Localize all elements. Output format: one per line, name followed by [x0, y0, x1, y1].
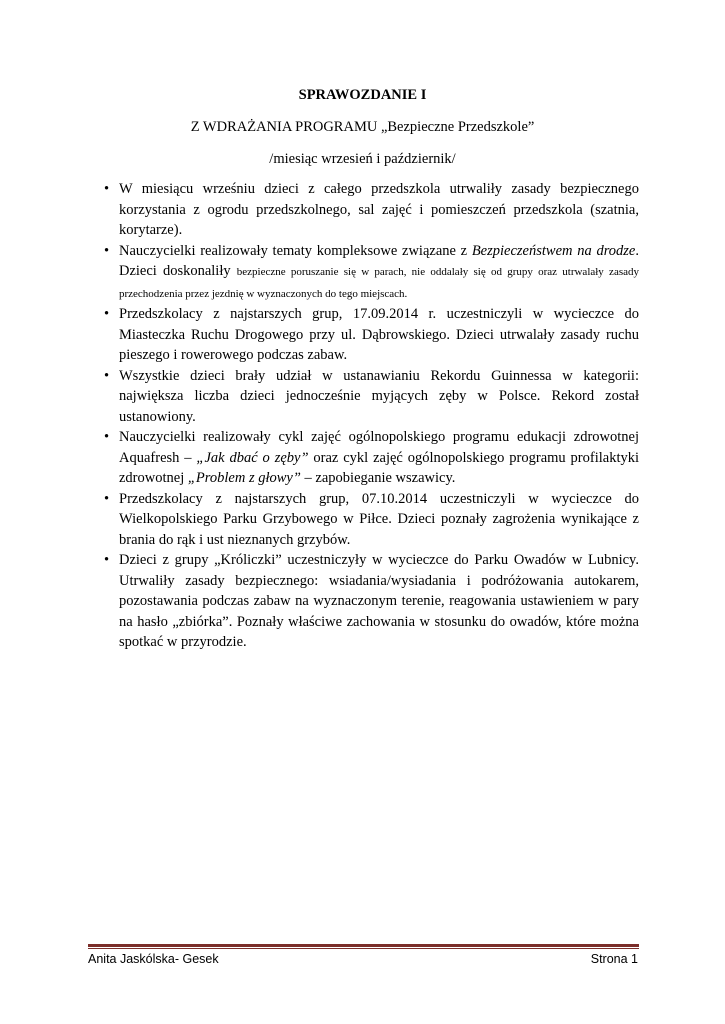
item-text: . Dzieci doskonaliły [119, 242, 639, 279]
item-text: – zapobieganie wszawicy. [300, 470, 456, 486]
item-emphasis: „Problem z głowy” [187, 470, 301, 486]
list-item [99, 304, 639, 366]
item-text-small: bezpieczne poruszanie się w parach, nie oddalały się od grupy oraz utrwalały zasady przechodzenia przez jezdnię w wyznaczonych do tego miejscach. [119, 266, 639, 300]
list-item [99, 489, 639, 551]
list-item [99, 179, 639, 241]
item-emphasis: Bezpieczeństwem na drodze [471, 242, 636, 259]
footer-divider [88, 944, 639, 947]
document-period: /miesiąc wrzesień i październik/ [269, 151, 456, 167]
item-text: W miesiącu wrześniu dzieci z całego przedszkola utrwaliły zasady bezpiecznego korzystania z ogrodu przedszkolnego, sal zajęć i pomieszczeń przedszkola (szatnia, korytarze). [119, 181, 639, 238]
item-emphasis: „Jak dbać o zęby” [196, 449, 309, 466]
list-item [99, 241, 639, 305]
report-list [99, 179, 639, 653]
item-text: Nauczycielki realizowały cykl zajęć ogólnopolskiego programu edukacji zdrowotnej Aquafresh – [119, 429, 639, 466]
item-text: oraz cykl zajęć ogólnopolskiego programu profilaktyki zdrowotnej [119, 449, 640, 486]
item-text: Przedszkolacy z najstarszych grup, 07.10.2014 uczestniczyli w wycieczce do Wielkopolskiego Parku Grzybowego w Piłce. Dzieci poznały zagrożenia wynikające z brania do rąk i ust nieznanych grzybów. [119, 490, 639, 548]
document-title: SPRAWOZDANIE I [298, 87, 427, 103]
document-subtitle: Z WDRAŻANIA PROGRAMU „Bezpieczne Przedszkole” [190, 119, 535, 135]
footer-author: Anita Jaskólska- Gesek [88, 952, 219, 966]
footer-page-number: Strona 1 [590, 952, 638, 966]
list-item [99, 427, 639, 489]
item-text: Wszystkie dzieci brały udział w ustanawianiu Rekordu Guinnessa w kategorii: największa liczba dzieci jednocześnie myjących zęby w Polsce. Rekord został ustanowiony. [119, 367, 639, 425]
list-item [99, 550, 639, 653]
item-text: Nauczycielki realizowały tematy kompleksowe związane z [119, 242, 472, 259]
item-text: Przedszkolacy z najstarszych grup, 17.09.2014 r. uczestniczyli w wycieczce do Miasteczka Ruchu Drogowego przy ul. Dąbrowskiego. Dzieci utrwalały zasady ruchu pieszego i rowerowego podczas zabaw. [119, 306, 639, 363]
item-text: Dzieci z grupy „Króliczki” uczestniczyły w wycieczce do Parku Owadów w Lubnicy. Utrwaliły zasady bezpiecznego: wsiadania/wysiadania i podróżowania autokarem, pozostawania podczas zabaw na wyznaczonym terenie, reagowania ustawieniem w pary na hasło „zbiórka”. Poznały właściwe zachowania w stosunku do owadów, które można spotkać w przyrodzie. [119, 552, 639, 650]
list-item [99, 366, 639, 428]
